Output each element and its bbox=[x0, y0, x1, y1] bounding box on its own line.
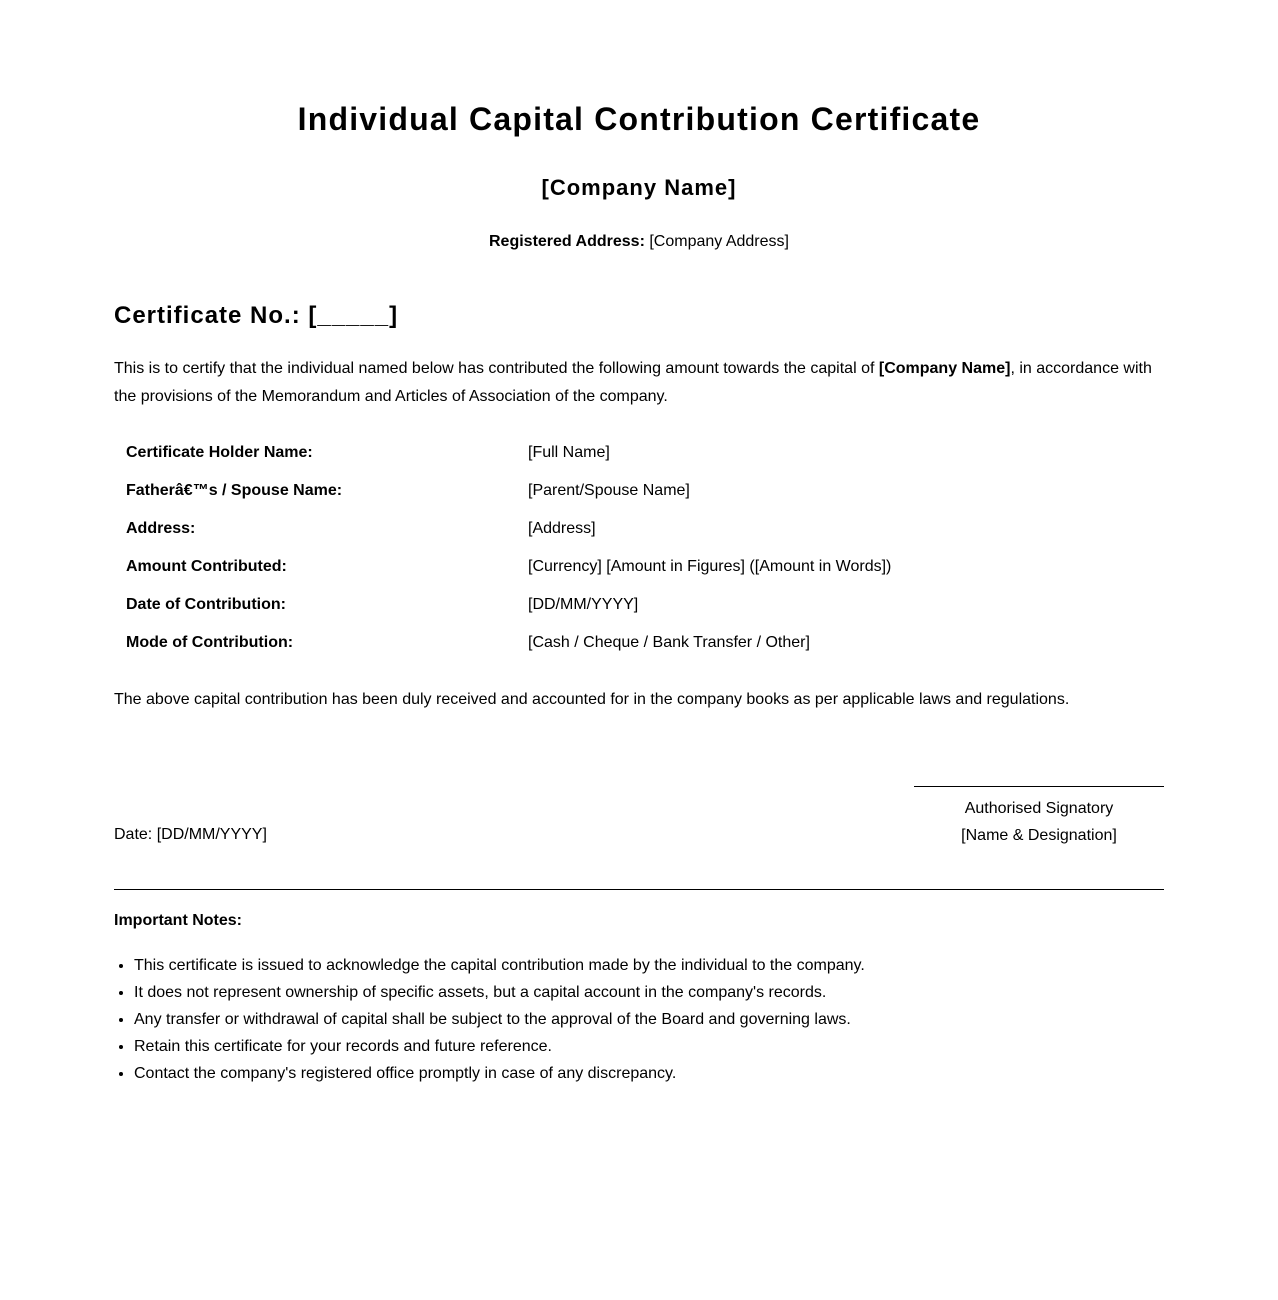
amount-label: Amount Contributed: bbox=[126, 558, 287, 575]
list-item: • Any transfer or withdrawal of capital shall be subject to the approval of the Board and governing laws. bbox=[134, 1006, 865, 1033]
company-name-heading: [Company Name] bbox=[541, 175, 737, 200]
holder-name-value: [Full Name] bbox=[528, 444, 610, 461]
signature-block bbox=[914, 786, 1164, 849]
section-divider bbox=[114, 889, 1164, 890]
signatory-name: [Name & Designation] bbox=[961, 827, 1117, 844]
registered-address-label: Registered Address: bbox=[489, 233, 645, 250]
intro-text-before: This is to certify that the individual named below has contributed the following amount towards the capital of bbox=[114, 360, 879, 377]
notes-list bbox=[114, 952, 865, 1087]
certificate-number: Certificate No.: [_____] bbox=[114, 302, 399, 329]
list-item: • It does not represent ownership of specific assets, but a capital account in the company's records. bbox=[134, 979, 865, 1006]
table-row bbox=[114, 510, 1164, 548]
table-row bbox=[114, 434, 1164, 472]
issue-date: Date: [DD/MM/YYYY] bbox=[114, 826, 267, 843]
list-item: • Contact the company's registered office promptly in case of any discrepancy. bbox=[134, 1060, 865, 1087]
registered-address bbox=[114, 232, 1164, 252]
closing-statement: The above capital contribution has been duly received and accounted for in the company books as per applicable laws and regulations. bbox=[114, 691, 1070, 708]
certificate-title: Individual Capital Contribution Certificate bbox=[297, 101, 981, 137]
list-item: • This certificate is issued to acknowledge the capital contribution made by the individual to the company. bbox=[134, 952, 865, 979]
parent-spouse-label: Fatherâ€™s / Spouse Name: bbox=[126, 482, 343, 499]
amount-value: [Currency] [Amount in Figures] ([Amount in Words]) bbox=[528, 558, 892, 575]
intro-company-name: [Company Name] bbox=[878, 360, 1011, 377]
address-value: [Address] bbox=[528, 520, 596, 537]
address-label: Address: bbox=[126, 520, 196, 537]
registered-address-value: [Company Address] bbox=[644, 233, 789, 250]
signatory-title: Authorised Signatory bbox=[964, 800, 1114, 817]
intro-paragraph bbox=[114, 355, 1164, 411]
table-row bbox=[114, 548, 1164, 586]
table-row bbox=[114, 472, 1164, 510]
contribution-mode-label: Mode of Contribution: bbox=[126, 634, 294, 651]
parent-spouse-value: [Parent/Spouse Name] bbox=[528, 482, 690, 499]
contribution-mode-value: [Cash / Cheque / Bank Transfer / Other] bbox=[528, 634, 810, 651]
list-item: • Retain this certificate for your records and future reference. bbox=[134, 1033, 865, 1060]
contribution-date-value: [DD/MM/YYYY] bbox=[528, 596, 639, 613]
contribution-details-table bbox=[114, 434, 1164, 662]
holder-name-label: Certificate Holder Name: bbox=[126, 444, 313, 461]
notes-heading: Important Notes: bbox=[114, 912, 242, 929]
intro-text-after: , in accordance with the provisions of the Memorandum and Articles of Association of the company. bbox=[114, 360, 1152, 405]
contribution-date-label: Date of Contribution: bbox=[126, 596, 286, 613]
table-row bbox=[114, 586, 1164, 624]
table-row bbox=[114, 624, 1164, 662]
